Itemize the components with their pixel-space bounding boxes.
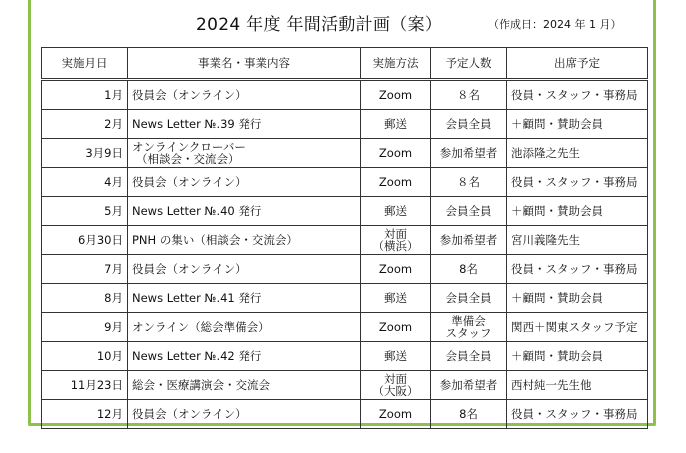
cell-event [128,400,361,429]
cell-date: 2月 [42,110,128,139]
event-title: News Letter №.41 発行 [132,291,262,305]
event-title: 役員会（オンライン） [132,88,247,102]
event-title: 役員会（オンライン） [132,262,247,276]
cell-people: 8名 [431,255,507,284]
cell-attendees: ＋顧問・賛助会員 [507,197,648,226]
method-label: Zoom [378,262,413,276]
cell-people: 会員全員 [431,110,507,139]
header-date: 実施月日 [42,48,128,80]
cell-method [361,313,431,342]
cell-event [128,197,361,226]
method-label: Zoom [378,320,413,334]
table-header-row [42,48,648,80]
table-row [42,80,648,110]
cell-date: 3月9日 [42,139,128,168]
page-title: 2024 年度 年間活動計画（案） [196,15,443,35]
cell-people: 会員全員 [431,197,507,226]
cell-date: 5月 [42,197,128,226]
cell-event [128,139,361,168]
cell-event [128,313,361,342]
cell-date: 10月 [42,342,128,371]
cell-date: 6月30日 [42,226,128,255]
method-label: 郵送 [384,349,407,363]
method-label: Zoom [378,175,413,189]
cell-date: 8月 [42,284,128,313]
cell-method [361,284,431,313]
event-title: PNH の集い（相談会・交流会） [132,233,298,247]
table-row [42,139,648,168]
event-title: 役員会（オンライン） [132,407,247,421]
cell-people: 会員全員 [431,284,507,313]
created-date-note: （作成日：2024 年 1 月） [488,18,622,31]
cell-people: 会員全員 [431,342,507,371]
cell-method [361,226,431,255]
cell-event [128,255,361,284]
cell-event [128,110,361,139]
cell-attendees: 役員・スタッフ・事務局 [507,255,648,284]
cell-attendees: 関西＋関東スタッフ予定 [507,313,648,342]
table-row [42,400,648,429]
cell-date: 11月23日 [42,371,128,400]
table-row [42,226,648,255]
cell-attendees: 役員・スタッフ・事務局 [507,80,648,110]
cell-method [361,400,431,429]
table-row [42,342,648,371]
cell-event [128,284,361,313]
cell-date: 7月 [42,255,128,284]
method-label: Zoom [378,146,413,160]
method-label: Zoom [378,407,413,421]
method-label: 郵送 [384,117,407,131]
cell-attendees: ＋顧問・賛助会員 [507,110,648,139]
header-event: 事業名・事業内容 [128,48,361,80]
cell-people: ８名 [431,168,507,197]
cell-date: 12月 [42,400,128,429]
method-label: 対面 [384,372,407,386]
cell-method [361,342,431,371]
method-label: 郵送 [384,204,407,218]
cell-attendees: ＋顧問・賛助会員 [507,284,648,313]
cell-date: 4月 [42,168,128,197]
cell-method [361,80,431,110]
cell-people: 参加希望者 [431,226,507,255]
method-label: 対面 [384,227,407,241]
method-label: Zoom [378,88,413,102]
table-body [42,80,648,429]
cell-attendees: ＋顧問・賛助会員 [507,342,648,371]
cell-people: 8名 [431,400,507,429]
cell-event [128,226,361,255]
cell-attendees: 役員・スタッフ・事務局 [507,168,648,197]
title-row [0,10,686,36]
cell-method [361,371,431,400]
cell-method [361,197,431,226]
table-row [42,284,648,313]
event-title: 総会・医療講演会・交流会 [132,378,270,392]
cell-attendees: 西村純一先生他 [507,371,648,400]
method-label: 郵送 [384,291,407,305]
table-row [42,168,648,197]
event-title: オンラインクローバー [132,140,246,154]
table-row [42,110,648,139]
event-title: オンライン（総会準備会） [132,320,270,334]
event-title: 役員会（オンライン） [132,175,247,189]
cell-event [128,168,361,197]
table-row [42,313,648,342]
header-people: 予定人数 [431,48,507,80]
event-title: News Letter №.40 発行 [132,204,262,218]
table-row [42,197,648,226]
cell-event [128,371,361,400]
header-attendees: 出席予定 [507,48,648,80]
cell-method [361,110,431,139]
cell-date: 9月 [42,313,128,342]
activity-plan-table [41,47,648,429]
cell-event [128,342,361,371]
cell-people: 準備会 スタッフ [431,313,507,342]
cell-people: 参加希望者 [431,139,507,168]
cell-date: 1月 [42,80,128,110]
method-location: （大阪） [372,384,419,398]
method-location: （横浜） [372,239,419,253]
cell-attendees: 役員・スタッフ・事務局 [507,400,648,429]
cell-event [128,80,361,110]
cell-method [361,168,431,197]
event-subtitle: （相談会・交流会） [136,152,240,166]
cell-people: ８名 [431,80,507,110]
cell-attendees: 宮川義隆先生 [507,226,648,255]
cell-method [361,139,431,168]
table-row [42,371,648,400]
cell-attendees: 池添隆之先生 [507,139,648,168]
event-title: News Letter №.42 発行 [132,349,262,363]
header-method: 実施方法 [361,48,431,80]
event-title: News Letter №.39 発行 [132,117,262,131]
cell-method [361,255,431,284]
cell-people: 参加希望者 [431,371,507,400]
table-row [42,255,648,284]
